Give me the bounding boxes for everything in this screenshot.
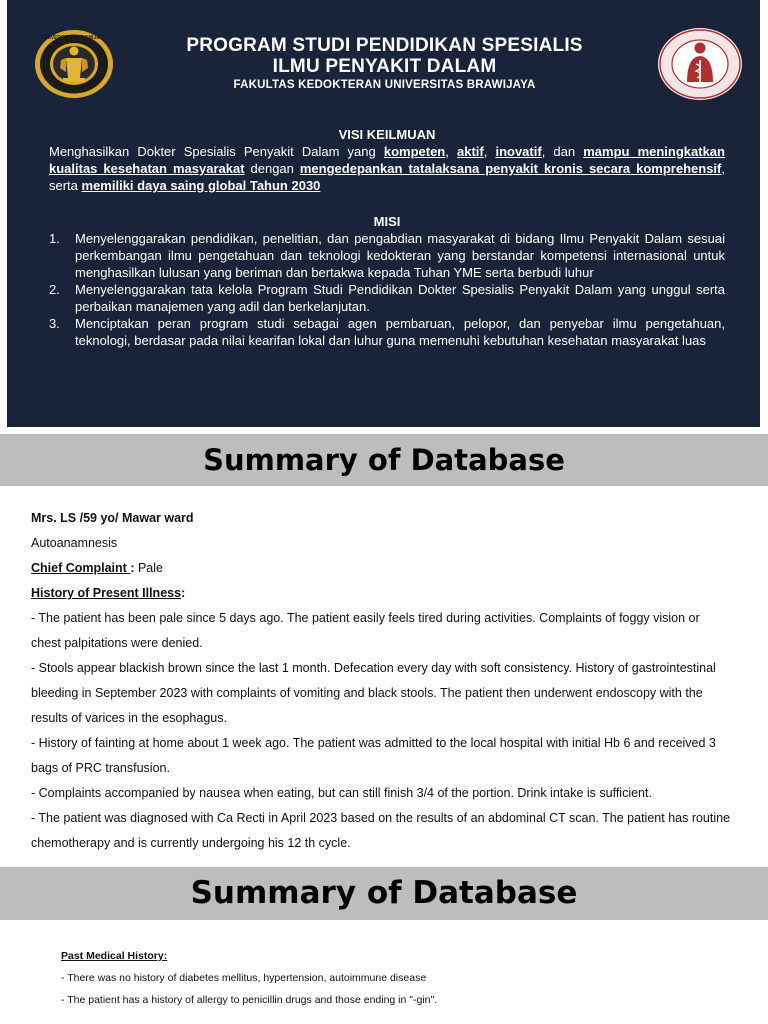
visi-part: , serta [49, 161, 726, 193]
hpi-item: - History of fainting at home about 1 week ago. The patient was admitted to the local hospital with initial Hb 6 and received 3 bags of PRC transfusion. [31, 736, 716, 775]
hpi-label: History of Present Illness [31, 586, 182, 600]
hpi-heading: History of Present Illness: [31, 586, 186, 600]
visi-emphasis: kompeten [383, 144, 446, 159]
pmh-item: - There was no history of diabetes mellitus, hypertension, autoimmune disease [61, 972, 427, 984]
pmh-item: - The patient has a history of allergy to penicillin drugs and those ending in "-gin". [61, 994, 438, 1006]
misi-section [49, 213, 725, 349]
anamnesis-type: Autoanamnesis [31, 536, 118, 550]
chief-complaint-value: Pale [134, 561, 163, 575]
misi-item [49, 281, 725, 315]
visi-emphasis: inovatif [495, 144, 542, 159]
visi-heading: VISI KEILMUAN [338, 127, 436, 142]
misi-text: Menyelenggarakan pendidikan, penelitian, dan pengabdian masyarakat di bidang Ilmu Penyakit Dalam sesuai perkembangan ilmu pengetahuan dan teknologi kedokteran yang berstandar kompetensi internasional untuk menghasilkan lulusan yang beriman dan bertakwa kepada Tuhan YME serta berbudi luhur [75, 231, 725, 280]
database-summary-slide1 [31, 506, 731, 856]
hpi-item: - Stools appear blackish brown since the last 1 month. Defecation every day with soft consistency. History of gastrointestinal bleeding in September 2023 with complaints of vomiting and black stools. The patient then underwent endoscopy with the results of varices in the esophagus. [31, 661, 716, 725]
misi-item [49, 315, 725, 349]
banner-heading [117, 35, 652, 91]
visi-part: , [483, 144, 496, 159]
visi-emphasis: mampu meningkatkan kualitas kesehatan masyarakat [49, 144, 725, 176]
svg-text:UNIVERSITAS BRAWIJAYA: UNIVERSITAS BRAWIJAYA [42, 35, 106, 41]
program-title-line1: PROGRAM STUDI PENDIDIKAN SPESIALIS [186, 35, 583, 56]
visi-section [49, 126, 725, 194]
misi-text: Menyelenggarakan tata kelola Program Studi Pendidikan Dokter Spesialis Penyakit Dalam yang unggul serta perbaikan manajemen yang adil dan berkelanjutan. [75, 282, 725, 314]
visi-part: , dan [541, 144, 584, 159]
university-logo [33, 28, 115, 100]
hpi-item: - Complaints accompanied by nausea when eating, but can still finish 3/4 of the portion. Drink intake is sufficient. [31, 786, 652, 800]
slide-header: Summary of Database [0, 434, 768, 486]
association-logo [657, 27, 743, 101]
visi-part: Menghasilkan Dokter Spesialis Penyakit Dalam yang [49, 144, 384, 159]
database-summary-slide2 [61, 945, 741, 1011]
misi-number: 3. [49, 316, 60, 331]
misi-number: 1. [49, 231, 60, 246]
misi-number: 2. [49, 282, 60, 297]
visi-part: , [445, 144, 457, 159]
hpi-item: - The patient was diagnosed with Ca Recti in April 2023 based on the results of an abdominal CT scan. The patient has routine chemotherapy and is currently undergoing his 12 th cycle. [31, 811, 731, 850]
hpi-item: - The patient has been pale since 5 days ago. The patient easily feels tired during activities. Complaints of foggy vision or chest palpitations were denied. [31, 611, 700, 650]
misi-text: Menciptakan peran program studi sebagai agen pembaruan, pelopor, dan penyebar ilmu pengetahuan, teknologi, berdasar pada nilai kearifan lokal dan luhur guna memenuhi kebutuhan kesehatan masyarakat luas [75, 316, 725, 348]
patient-identity: Mrs. LS /59 yo/ Mawar ward [31, 511, 194, 525]
faculty-name: FAKULTAS KEDOKTERAN UNIVERSITAS BRAWIJAYA [233, 79, 536, 91]
visi-emphasis: aktif [456, 144, 484, 159]
visi-emphasis: mengedepankan tatalaksana penyakit kronis secara komprehensif [299, 161, 722, 176]
chief-complaint-label: Chief Complaint [31, 561, 131, 575]
program-title-line2: ILMU PENYAKIT DALAM [272, 56, 497, 77]
program-banner [7, 0, 760, 427]
misi-heading: MISI [373, 214, 401, 229]
visi-part: dengan [244, 161, 300, 176]
chief-complaint: Chief Complaint : Pale [31, 561, 163, 575]
misi-item [49, 230, 725, 281]
slide-header: Summary of Database [0, 867, 768, 920]
pmh-label: Past Medical History: [61, 950, 168, 962]
visi-statement [49, 143, 725, 194]
visi-emphasis: memiliki daya saing global Tahun 2030 [81, 178, 321, 193]
misi-list [49, 230, 725, 349]
